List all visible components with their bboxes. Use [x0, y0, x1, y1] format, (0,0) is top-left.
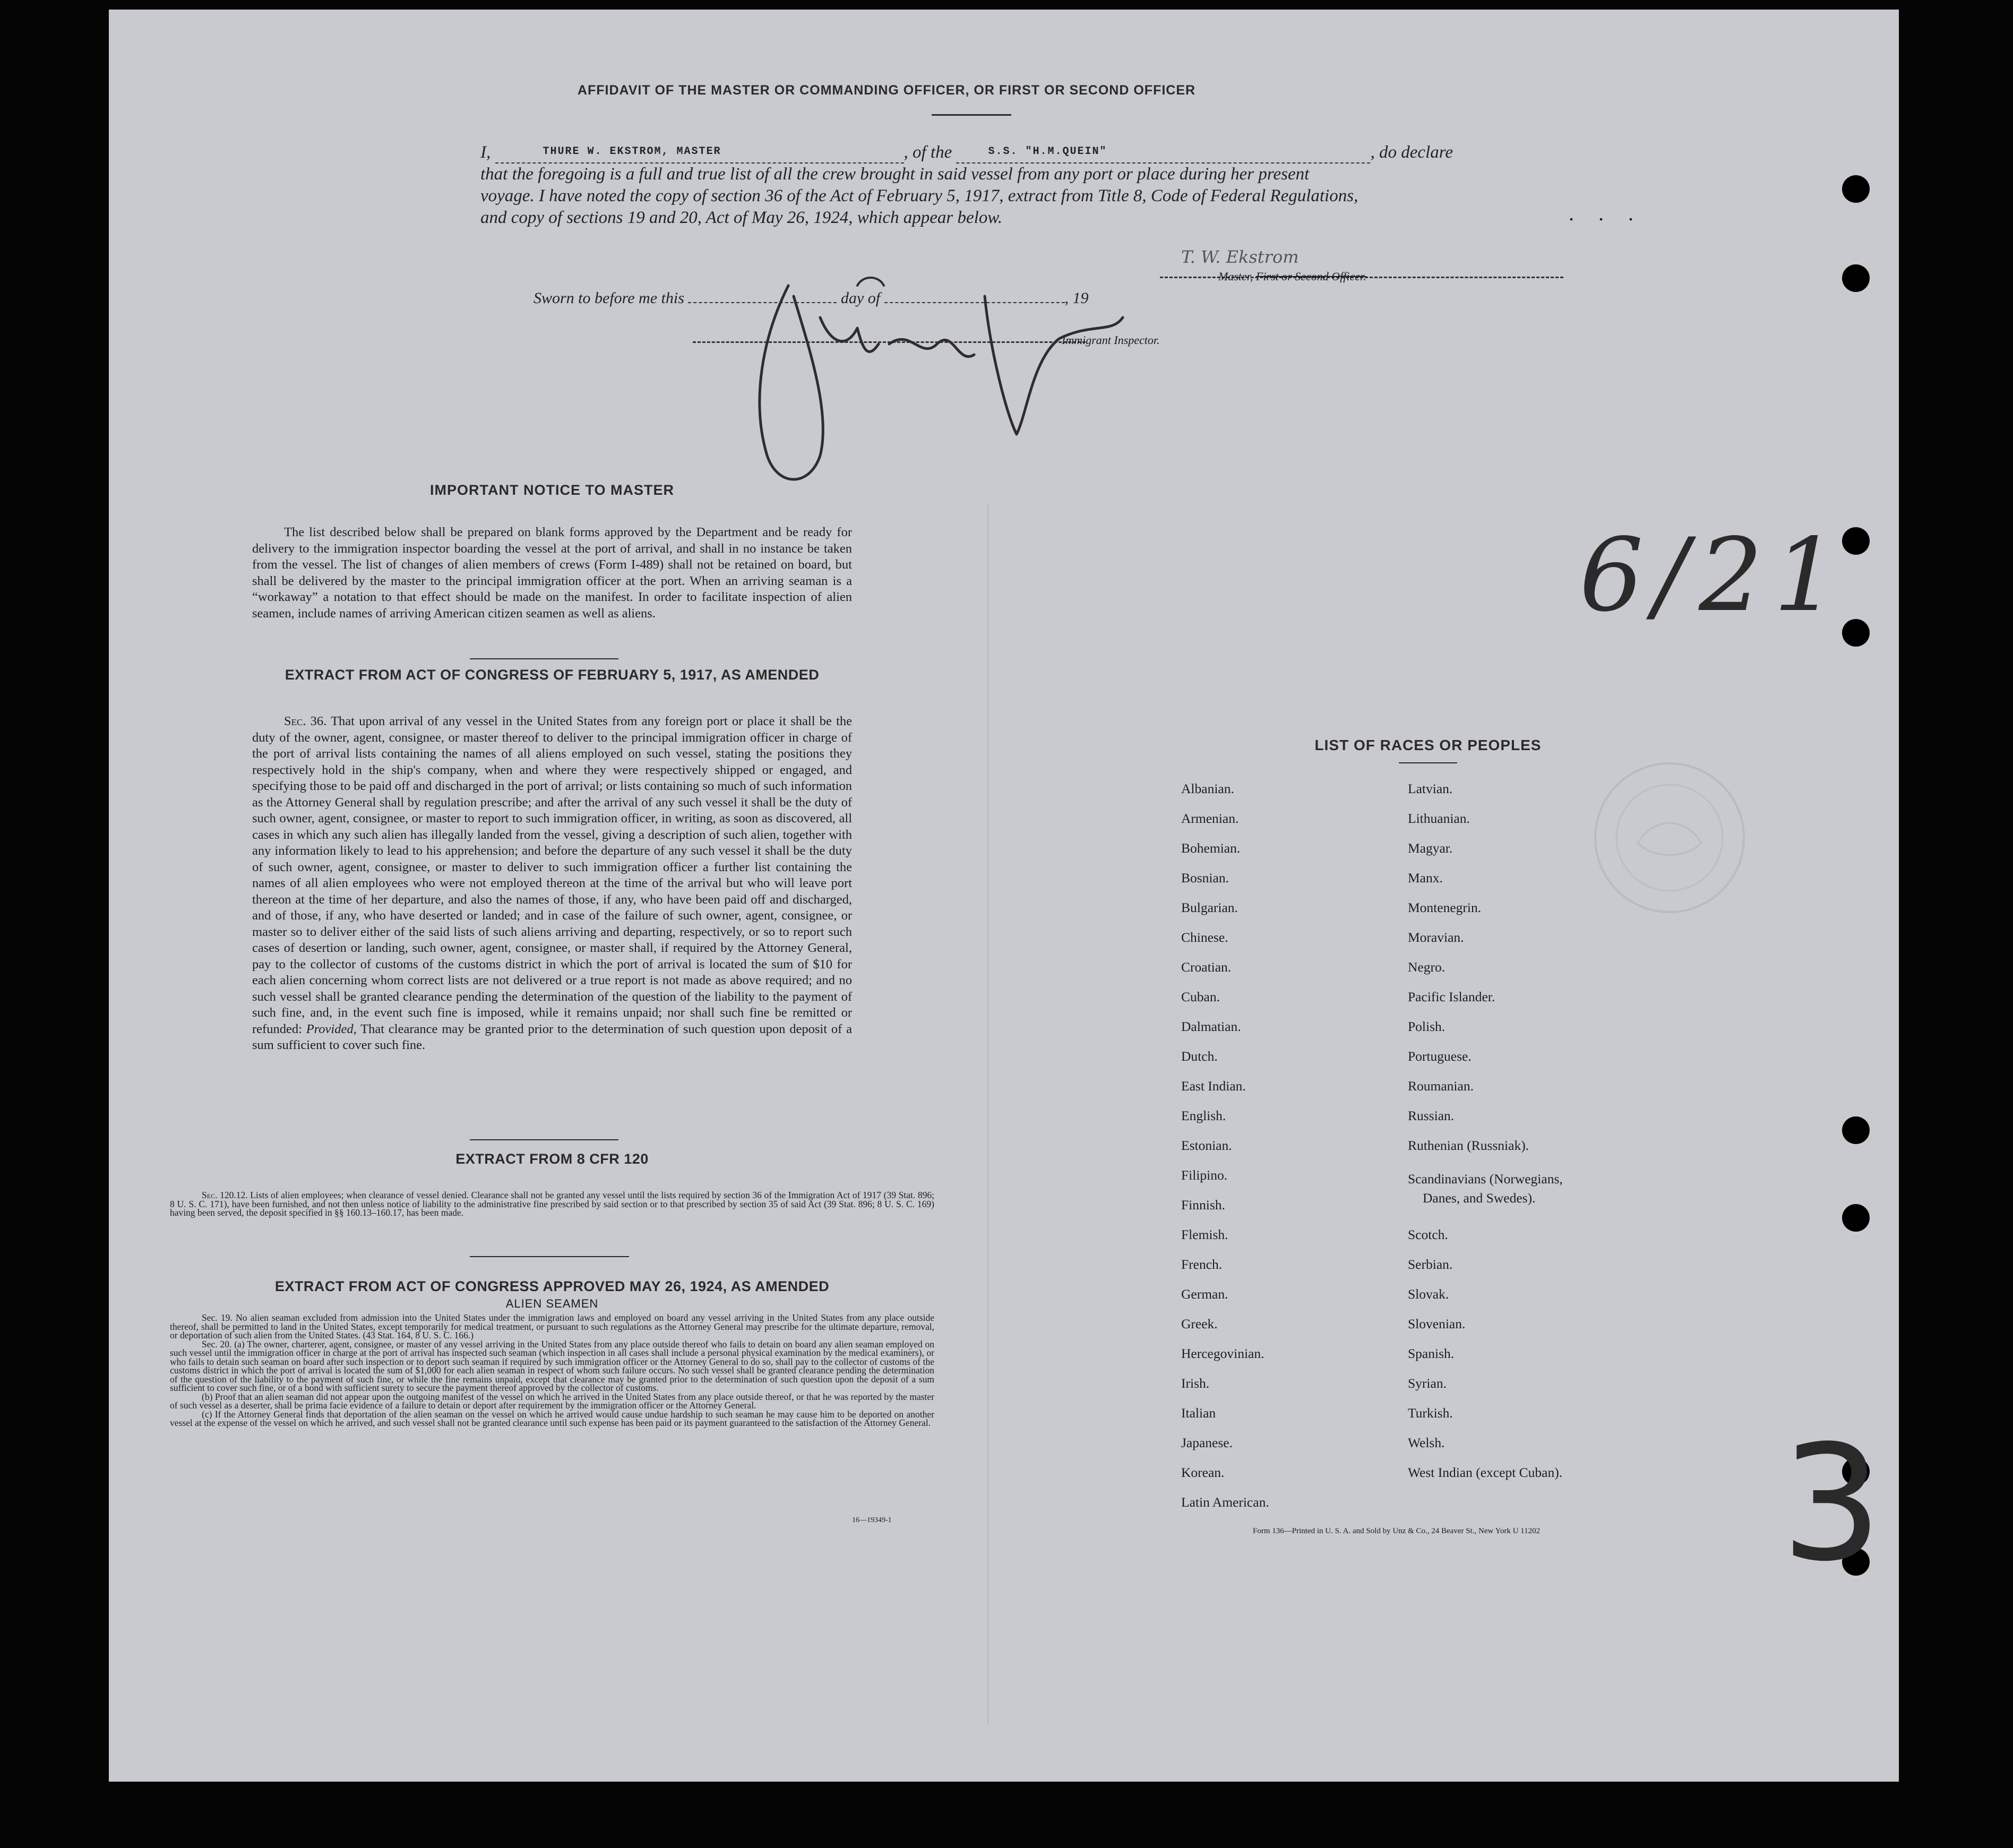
race-item: Latin American.	[1181, 1494, 1269, 1510]
sections-19-20-text	[170, 1313, 934, 1428]
section-36-provided: Provided,	[306, 1021, 357, 1036]
section-36-label: Sec. 36.	[284, 714, 327, 728]
master-signature: T. W. Ekstrom	[1181, 247, 1299, 267]
do-declare-label: , do declare	[1370, 143, 1453, 162]
race-item: Polish.	[1408, 1019, 1446, 1034]
races-title: LIST OF RACES OR PEOPLES	[1314, 737, 1542, 753]
race-item: Welsh.	[1408, 1435, 1445, 1450]
race-item: Slovak.	[1408, 1286, 1449, 1302]
race-item: German.	[1181, 1286, 1228, 1302]
notice-body: The list described below shall be prepared on blank forms approved by the Department and be ready for delivery to the immigration inspector boarding the vessel at the port of arrival, and shall in no instance be taken from the vessel. The list of changes of alien members of crews (Form I-489) shall not be retained on board, but shall be delivered by the master to the principal immigration officer at the port. When an arriving seaman is a “workaway” a notation to that effect should be made on the manifest. In order to facilitate inspection of alien seamen, include names of arriving American citizen seamen as well as aliens.	[252, 525, 852, 621]
inspector-label: Immigrant Inspector.	[1062, 333, 1160, 347]
race-item: English.	[1181, 1108, 1226, 1123]
race-item: Albanian.	[1181, 781, 1234, 796]
race-item: Spanish.	[1408, 1346, 1455, 1361]
master-name-field	[495, 141, 904, 164]
document-page	[109, 10, 1899, 1782]
section-120-body: Lists of alien employees; when clearance of vessel denied. Clearance shall not be granted any vessel until the lists required by section 36 of the Immigration Act of 1917 (39 Stat. 896; 8 U. S. C. 171), have been furnished, and not then unless notice of liability to the administrative fine prescribed by said section or to that prescribed by section 35 of said Act (39 Stat. 896; 8 U. S. C. 169) having been served, the deposit specified in §§ 160.13–160.17, has been made.	[170, 1190, 934, 1218]
printer-credit: Form 136—Printed in U. S. A. and Sold by Unz & Co., 24 Beaver St., New York U 11202	[1253, 1527, 1541, 1535]
race-item: Bosnian.	[1181, 870, 1229, 886]
race-item: Dalmatian.	[1181, 1019, 1241, 1034]
section-20a: Sec. 20. (a) The owner, charterer, agent, consignee, or master of any vessel arriving in the United States from any place outside thereof who fails to detain on board any alien seaman employed on such vessel until the immigration officer in charge at the port of arrival has inspected such seaman (which inspection in all cases shall include a personal physical examination by the medical examiners), or who fails to detain such seaman on board after such inspection or to deport such seaman if required by such immigration officer or the Attorney General to do so, shall pay to the collector of customs of the customs district in which the port of arrival is located the sum of $1,000 for each alien seaman in respect of whom such failure occurs. No such vessel shall be granted clearance pending the determination of the question of the liability to the payment of such fine, or while the fine remains unpaid, except that clearance may be granted prior to the determination of such question upon the deposit of a sum sufficient to cover such fine, or of a bond with sufficient surety to secure the payment thereof approved by the collector of customs.	[170, 1338, 934, 1393]
affidavit-title: AFFIDAVIT OF THE MASTER OR COMMANDING OFFICER, OR FIRST OR SECOND OFFICER	[577, 83, 1196, 98]
race-item: Korean.	[1181, 1465, 1225, 1480]
race-item: Flemish.	[1181, 1227, 1228, 1242]
race-item: French.	[1181, 1257, 1223, 1272]
punch-hole	[1842, 1116, 1870, 1144]
vessel-name: S.S. "H.M.QUEIN"	[988, 145, 1107, 158]
punch-hole	[1842, 175, 1870, 203]
divider	[932, 114, 1011, 116]
divider	[470, 658, 618, 659]
declaration-i: I,	[480, 143, 491, 162]
stray-marks: . . .	[1569, 201, 1643, 225]
race-item: Filipino.	[1181, 1167, 1228, 1183]
master-label-a: Master,	[1218, 270, 1253, 283]
race-item: Irish.	[1181, 1376, 1210, 1391]
race-item: Turkish.	[1408, 1405, 1453, 1421]
section-20c: (c) If the Attorney General finds that deportation of the alien seaman on the vessel on which he arrived would cause undue hardship to such seaman he may cause him to be deported on another vessel at the expense of the vessel on which he arrived, and such vessel shall not be granted clearance until such expense has been paid or its payment guaranteed to the satisfaction of the Attorney General.	[170, 1408, 934, 1428]
section-36-body-end: That clearance may be granted prior to the determination of such question upon deposit of a sum sufficient to cover such fine.	[252, 1021, 852, 1052]
race-item: Pacific Islander.	[1408, 989, 1495, 1004]
section-36-text	[252, 714, 852, 1054]
race-item: Ruthenian (Russniak).	[1408, 1138, 1529, 1153]
declaration-line-2: that the foregoing is a full and true list of all the crew brought in said vessel from any port or place during her present	[480, 165, 1310, 184]
race-item: Bohemian.	[1181, 840, 1241, 856]
race-item: Lithuanian.	[1408, 811, 1470, 826]
race-item: Croatian.	[1181, 959, 1232, 975]
vessel-field	[956, 141, 1370, 164]
race-item: Greek.	[1181, 1316, 1218, 1331]
section-120-label: Sec. 120.12.	[202, 1190, 248, 1200]
race-item: Bulgarian.	[1181, 900, 1238, 915]
race-item: Russian.	[1408, 1108, 1455, 1123]
race-item: Chinese.	[1181, 930, 1228, 945]
master-label	[1218, 270, 1366, 283]
race-item: Slovenian.	[1408, 1316, 1466, 1331]
punch-hole	[1842, 264, 1870, 292]
handwritten-date: 6/21	[1579, 517, 1848, 634]
section-20b: (b) Proof that an alien seaman did not appear upon the outgoing manifest of the vessel on which he arrived in the United States from any place outside thereof, or that he was reported by the master of such vessel as a deserter, shall be prima facie evidence of a failure to detain or deport after requirement by the immigration officer or the Attorney General.	[170, 1391, 934, 1411]
notice-title: IMPORTANT NOTICE TO MASTER	[430, 482, 674, 498]
embossed-seal	[1585, 753, 1754, 923]
race-item: Italian	[1181, 1405, 1216, 1421]
divider	[1399, 762, 1457, 763]
race-item: Negro.	[1408, 959, 1446, 975]
declaration-line-3: voyage. I have noted the copy of section 36 of the Act of February 5, 1917, extract from Title 8, Code of Federal Regulations,	[480, 186, 1358, 205]
year-prefix: , 19	[1064, 289, 1089, 307]
extract-1924-title: EXTRACT FROM ACT OF CONGRESS APPROVED MAY 26, 1924, AS AMENDED	[274, 1278, 830, 1294]
race-item: Portuguese.	[1408, 1048, 1472, 1064]
declaration-line-1	[480, 141, 1632, 164]
form-number: 16—19349-1	[852, 1516, 892, 1524]
race-item: Japanese.	[1181, 1435, 1233, 1450]
race-item: Scandinavians (Norwegians,	[1408, 1171, 1563, 1187]
race-item: Magyar.	[1408, 840, 1453, 856]
declaration-text	[480, 141, 1632, 229]
race-item: Montenegrin.	[1408, 900, 1482, 915]
extract-1924-subtitle: ALIEN SEAMEN	[505, 1297, 599, 1310]
section-120-text	[170, 1191, 934, 1217]
inspector-signature	[687, 264, 1165, 509]
race-item: Cuban.	[1181, 989, 1220, 1004]
race-item: West Indian (except Cuban).	[1408, 1465, 1563, 1480]
race-item: Hercegovinian.	[1181, 1346, 1264, 1361]
master-name: THURE W. EKSTROM, MASTER	[543, 145, 721, 158]
handwritten-page-number: 3	[1781, 1411, 1882, 1596]
declaration-line-4: and copy of sections 19 and 20, Act of May 26, 1924, which appear below.	[480, 208, 1003, 227]
race-item: East Indian.	[1181, 1078, 1246, 1094]
race-item: Manx.	[1408, 870, 1443, 886]
extract-cfr-title: EXTRACT FROM 8 CFR 120	[455, 1151, 649, 1167]
divider	[470, 1256, 629, 1257]
race-item: Roumanian.	[1408, 1078, 1474, 1094]
sworn-label: Sworn to before me this	[534, 289, 684, 307]
master-label-b: First or Second Officer.	[1255, 270, 1366, 283]
race-item: Latvian.	[1408, 781, 1453, 796]
race-item: Scotch.	[1408, 1227, 1448, 1242]
race-item: Armenian.	[1181, 811, 1239, 826]
section-19: Sec. 19. No alien seaman excluded from admission into the United States under the immigration laws and employed on board any vessel arriving in the United States from any place outside thereof, shall be permitted to land in the United States, except temporarily for medical treatment, or pursuant to such regulations as the Attorney General may prescribe for the ultimate departure, removal, or deportation of such alien from the United States. (43 Stat. 164, 8 U. S. C. 166.)	[170, 1312, 934, 1340]
race-item: Estonian.	[1181, 1138, 1232, 1153]
fold-line	[987, 503, 988, 1724]
race-item: Serbian.	[1408, 1257, 1453, 1272]
divider	[470, 1139, 618, 1140]
of-the-label: , of the	[904, 143, 952, 162]
race-item: Danes, and Swedes).	[1423, 1190, 1536, 1206]
race-item: Syrian.	[1408, 1376, 1447, 1391]
race-item: Dutch.	[1181, 1048, 1218, 1064]
race-item: Finnish.	[1181, 1197, 1225, 1213]
day-label: day of	[840, 289, 881, 307]
race-item: Moravian.	[1408, 930, 1464, 945]
section-36-body: That upon arrival of any vessel in the United States from any foreign port or place it shall be the duty of the owner, agent, consignee, or master thereof to deliver to the principal immigration officer in charge of the port of arrival lists containing the names of all aliens employed on such vessel, stating the positions they respectively hold in the ship's company, when and where they were respectively shipped or engaged, and specifying those to be paid off and discharged in the port of arrival; or lists containing so much of such information as the Attorney General shall by regulation prescribe; and after the arrival of any such vessel it shall be the duty of such owner, agent, consignee, or master to report to such immigration officer, in writing, as soon as discovered, all cases in which any such alien has illegally landed from the vessel, giving a description of such alien, together with any information likely to lead to his apprehension; and before the departure of any such vessel it shall be the duty of such owner, agent, consignee, or master to deliver to such immigration officer a further list containing the names of all alien employees who were not employed thereon at the time of the arrival but who will leave port thereon at the time of her departure, and also the names of those, if any, who have been paid off and discharged, and of those, if any, who have deserted or landed; and in case of the failure of such owner, agent, consignee, or master so to deliver either of the said lists of such aliens arriving and departing, respectively, or so to report such cases of desertion or landing, such owner, agent, consignee, or master shall, if required by the Attorney General, pay to the collector of customs of the customs district in which the port of arrival is located the sum of $10 for each alien concerning whom correct lists are not delivered or a true report is not made as above required; and no such vessel shall be granted clearance pending the determination of the question of the liability to the payment of such fine, and, in the event such fine is imposed, while it remains unpaid; nor shall such fine be remitted or refunded:	[252, 714, 852, 1036]
extract-1917-title: EXTRACT FROM ACT OF CONGRESS OF FEBRUARY 5, 1917, AS AMENDED	[285, 667, 820, 683]
punch-hole	[1842, 1204, 1870, 1232]
